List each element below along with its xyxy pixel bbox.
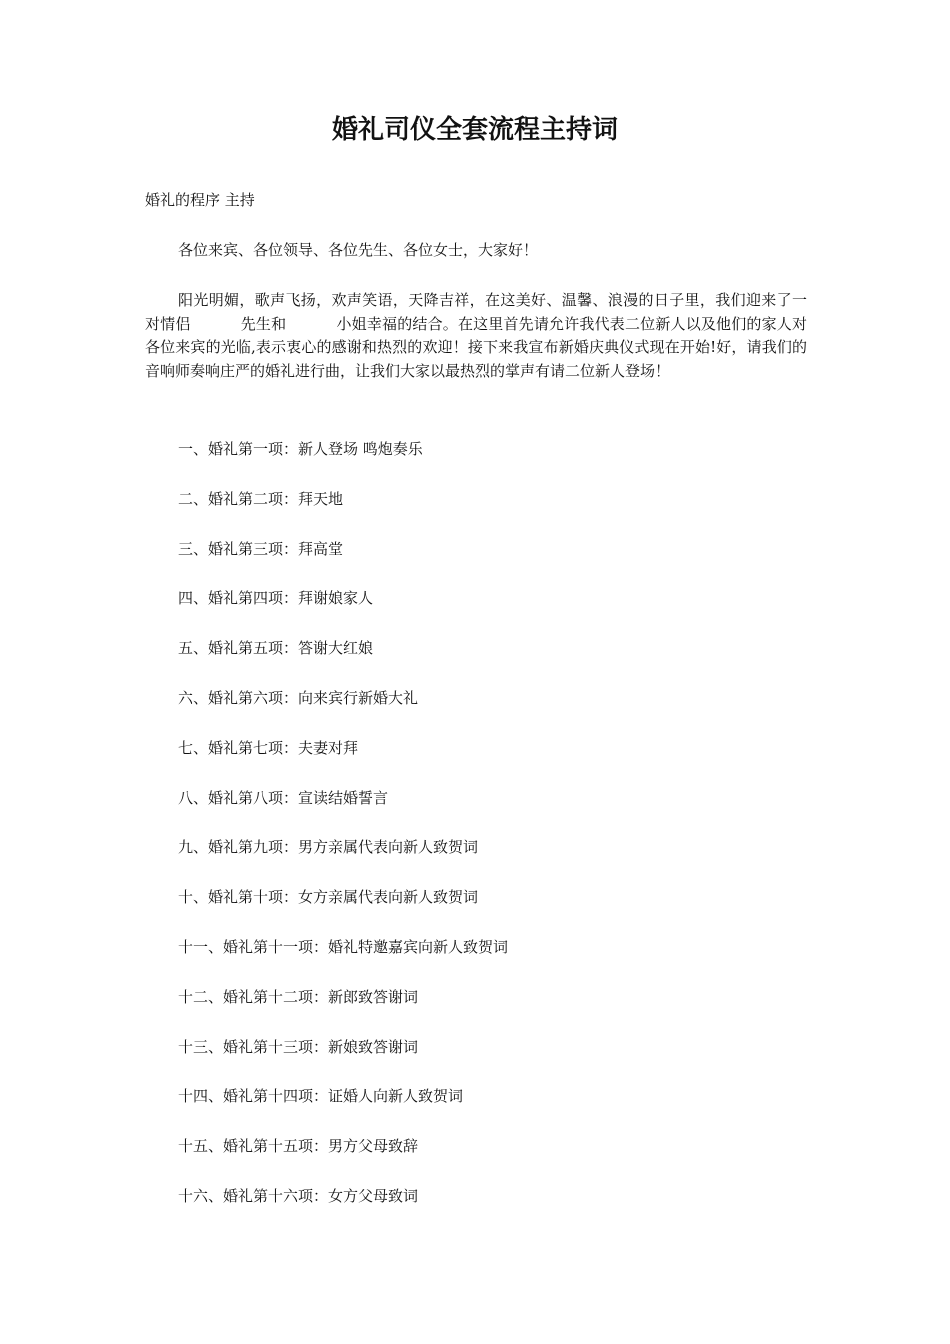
ceremony-item: 十五、婚礼第十五项：男方父母致辞: [178, 1137, 419, 1156]
ceremony-item: 十二、婚礼第十二项：新郎致答谢词: [178, 987, 419, 1006]
intro-text-part1: 阳光明媚，歌声飞扬，欢声笑语，天降吉祥，在这美好、温馨、浪漫的日子里，我们迎来了一对情侣: [145, 291, 807, 333]
ceremony-item: 七、婚礼第七项：夫妻对拜: [178, 738, 359, 757]
ceremony-item: 九、婚礼第九项：男方亲属代表向新人致贺词: [178, 838, 479, 857]
intro-text-part2: 先生和: [240, 314, 287, 333]
ceremony-item: 三、婚礼第三项：拜高堂: [178, 539, 344, 558]
ceremony-item: 十三、婚礼第十三项：新娘致答谢词: [178, 1037, 419, 1056]
ceremony-items-list: [178, 438, 508, 1235]
ceremony-item: 二、婚礼第二项：拜天地: [178, 489, 344, 508]
ceremony-item: 十、婚礼第十项：女方亲属代表向新人致贺词: [178, 888, 479, 907]
ceremony-item: 四、婚礼第四项：拜谢娘家人: [178, 589, 374, 608]
ceremony-item: 一、婚礼第一项：新人登场 鸣炮奏乐: [178, 440, 423, 458]
ceremony-item: 五、婚礼第五项：答谢大红娘: [178, 639, 374, 658]
ceremony-item: 十六、婚礼第十六项：女方父母致词: [178, 1186, 419, 1205]
document-title: 婚礼司仪全套流程主持词: [331, 115, 618, 145]
ceremony-item: 十一、婚礼第十一项：婚礼特邀嘉宾向新人致贺词: [178, 937, 509, 956]
greeting-paragraph: 各位来宾、各位领导、各位先生、各位女士，大家好！: [178, 241, 539, 259]
program-subtitle: 婚礼的程序 主持: [145, 191, 255, 209]
ceremony-item: 八、婚礼第八项：宣读结婚誓言: [178, 788, 389, 807]
ceremony-item: 六、婚礼第六项：向来宾行新婚大礼: [178, 688, 419, 707]
ceremony-item: 十四、婚礼第十四项：证婚人向新人致贺词: [178, 1087, 464, 1106]
intro-paragraph: [145, 289, 807, 383]
intro-text-part3: 小姐幸福的结合。在这里首先请允许我代表二位新人以及他们的家人对各位来宾的光临,表示衷心的感谢和热烈的欢迎！接下来我宣布新婚庆典仪式现在开始!好，请我们的音响师奏响庄严的婚礼进行曲，让我们大家以最热烈的掌声有请二位新人登场！: [145, 314, 807, 380]
